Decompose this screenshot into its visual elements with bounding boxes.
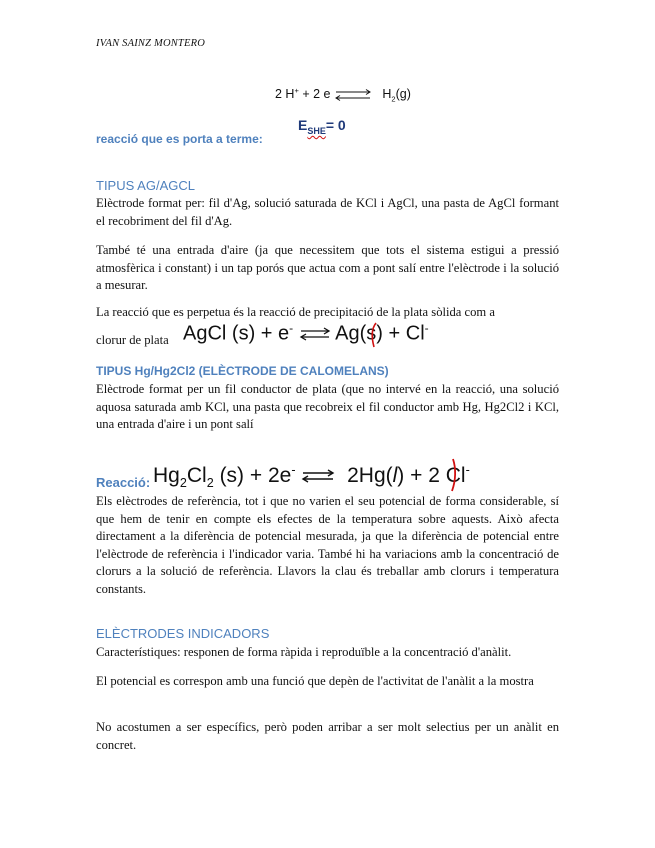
equation-right-tail: (g) [395, 87, 411, 102]
agcl-eq-chloride-charge: - [424, 321, 429, 335]
ag-paragraph-3-line1: La reacció que es perpetua és la reacció de precipitació de la plata sòlida com a [96, 305, 495, 319]
calomel-eq-chloride-charge: - [465, 463, 470, 477]
calomel-eq-hg-liquid: 2Hg( [347, 464, 393, 487]
equation-right-subscript: 2 [391, 94, 396, 104]
eshe-label: E [298, 117, 308, 133]
ag-paragraph-1: Elèctrode format per: fil d'Ag, solució saturada de KCl i AgCl, una pasta de AgCl formant el recobriment del fil d'Ag. [96, 196, 559, 228]
hg-paragraph-1: Elèctrode format per un fil conductor de plata (que no intervé en la reacció, una solució aquosa saturada amb KCl, una pasta que recobreix el fil conductor amb Hg, Hg2Cl2 i KCl, una entrada d'aire i un pont salí [96, 382, 559, 432]
indicators-paragraph-3: No acostumen a ser específics, però poden arribar a ser molt selectius per un anàlit en concret. [96, 720, 559, 752]
equation-left: 2 H [275, 87, 295, 102]
calomel-eq-chloride: ) + 2 Cl [397, 464, 466, 487]
equilibrium-arrow-icon [334, 87, 375, 101]
page-header-author: IVAN SAINZ MONTERO [96, 38, 205, 49]
section-title-ag-agcl: TIPUS AG/AGCL [96, 178, 195, 193]
equation-right: H [382, 87, 392, 102]
agcl-eq-right: Ag(s) + Cl [335, 322, 425, 345]
agcl-eq-left: AgCl (s) + e [183, 322, 290, 345]
equilibrium-arrow-icon [299, 323, 335, 345]
calomel-eq-cl: Cl [186, 464, 207, 487]
calomel-eq-electron-charge: - [291, 463, 296, 477]
indicators-paragraph-1: Característiques: responen de forma ràpida i reproduïble a la concentració d'anàlit. [96, 645, 512, 659]
calomel-eq-liquid-symbol: l [392, 464, 398, 487]
agcl-equation [183, 321, 429, 346]
equilibrium-arrow-icon [301, 464, 341, 487]
section-title-indicators: ELÈCTRODES INDICADORS [96, 626, 270, 641]
red-annotation-mark-icon [447, 458, 461, 492]
ag-paragraph-2: També té una entrada d'aire (ja que necessitem que tots el sistema estigui a pressió atmosfèrica i constant) i un tap porós que actua com a pont salí entre l'elèctrode i la solució a mesurar. [96, 243, 559, 293]
eshe-subscript: SHE [307, 125, 326, 136]
agcl-eq-electron-charge: - [289, 321, 294, 335]
equation-mid: + 2 e [298, 87, 331, 102]
hg-reaction-label: Reacció: [96, 475, 151, 490]
calomel-eq-middle: (s) + 2e [213, 464, 292, 487]
she-equation [275, 86, 411, 104]
section-title-calomel: TIPUS Hg/Hg2Cl2 (ELÈCTRODE DE CALOMELANS) [96, 364, 389, 378]
calomel-eq-hg: Hg [153, 464, 180, 487]
calomel-eq-cl-subscript: 2 [206, 476, 214, 491]
ag-paragraph-3-line2: clorur de plata [96, 333, 169, 347]
calomel-equation [153, 463, 470, 490]
red-annotation-mark-icon [368, 322, 382, 348]
hg-paragraph-2: Els elèctrodes de referència, tot i que no varien el seu potencial de forma considerable, sí que hem de tenir en compte els efectes de la temperatura sobre aquests. Això afecta directament a la diferència de potencial mesurada, ja que la diferència de potencial entre l'elèctrode de referència i l'indicador varia. També hi ha variacions amb la concentració de clorurs a la solució de referència. Llavors la clau és treballar amb clorurs i temperatura constants. [96, 494, 559, 596]
eshe-number: = 0 [325, 117, 346, 133]
calomel-eq-hg-subscript: 2 [179, 476, 187, 491]
reaction-label: reacció que es porta a terme: [96, 132, 263, 146]
indicators-paragraph-2: El potencial es correspon amb una funció que depèn de l'activitat de l'anàlit a la mostra [96, 674, 534, 688]
eshe-value [298, 117, 346, 136]
equation-left-charge: + [294, 86, 299, 95]
